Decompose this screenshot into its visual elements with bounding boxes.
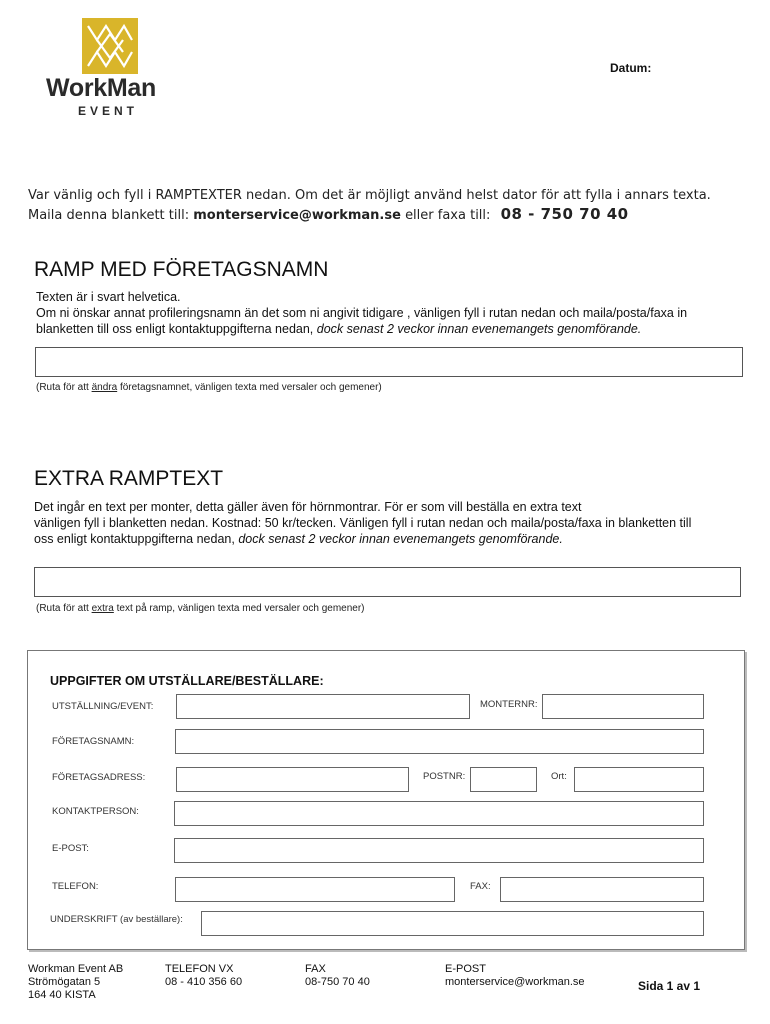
section2-line-3-plain: oss enligt kontaktuppgifterna nedan, bbox=[34, 532, 235, 546]
datum-label: Datum: bbox=[610, 61, 652, 75]
section1-line-3-italic: dock senast 2 veckor innan evenemangets genomförande. bbox=[316, 322, 642, 336]
extra-ramp-text-input[interactable] bbox=[34, 567, 741, 597]
footer-tel-value: 08 - 410 356 60 bbox=[165, 976, 243, 988]
section1-line-1: Texten är i svart helvetica. bbox=[36, 290, 181, 304]
section2-text bbox=[34, 499, 754, 547]
label-contact: KONTAKTPERSON: bbox=[52, 806, 139, 817]
label-monternr: MONTERNR: bbox=[480, 699, 538, 710]
section2-line-2: vänligen fyll i blanketten nedan. Kostnad: 50 kr/tecken. Vänligen fyll i rutan nedan och maila/posta/faxa in blanketten till bbox=[34, 516, 692, 530]
section1-note-underline: ändra bbox=[91, 382, 118, 393]
intro-mid: eller faxa till: bbox=[405, 208, 491, 223]
event-input[interactable] bbox=[176, 694, 470, 719]
section1-note-prefix: (Ruta för att bbox=[36, 382, 89, 393]
intro-email-link[interactable]: monterservice@workman.se bbox=[193, 208, 401, 223]
label-event: UTSTÄLLNING/EVENT: bbox=[52, 701, 154, 712]
section2-note bbox=[36, 603, 365, 614]
company-name-change-input[interactable] bbox=[35, 347, 743, 377]
section1-note bbox=[36, 382, 382, 393]
section2-title: EXTRA RAMPTEXT bbox=[34, 467, 224, 490]
logo-name: WorkMan bbox=[46, 74, 156, 102]
phone-input[interactable] bbox=[175, 877, 455, 902]
footer-street: Strömögatan 5 bbox=[28, 976, 101, 988]
section1-line-2: Om ni önskar annat profileringsnamn än det som ni angivit tidigare , vänligen fyll i rutan nedan och maila/posta/faxa in bbox=[36, 306, 688, 320]
logo-mark-bg bbox=[82, 18, 138, 74]
section2-line-3 bbox=[34, 531, 754, 547]
section1-note-suffix: företagsnamnet, vänligen texta med versaler och gemener) bbox=[119, 382, 382, 393]
monternr-input[interactable] bbox=[542, 694, 704, 719]
fax-input[interactable] bbox=[500, 877, 704, 902]
label-ort: Ort: bbox=[551, 771, 567, 782]
logo-mark-icon bbox=[82, 18, 138, 74]
label-signature: UNDERSKRIFT (av beställare): bbox=[50, 914, 183, 925]
label-postnr: POSTNR: bbox=[423, 771, 466, 782]
logo-sub: EVENT bbox=[78, 104, 139, 118]
section2-note-prefix: (Ruta för att bbox=[36, 603, 89, 614]
label-fax: FAX: bbox=[470, 881, 491, 892]
section1-title: RAMP MED FÖRETAGSNAMN bbox=[34, 258, 329, 281]
section1-line-3 bbox=[36, 321, 756, 337]
section1-text bbox=[36, 289, 756, 337]
footer-city: 164 40 KISTA bbox=[28, 989, 96, 1001]
label-company: FÖRETAGSNAMN: bbox=[52, 736, 135, 747]
footer-email bbox=[445, 963, 585, 989]
logo bbox=[46, 18, 176, 118]
footer-fax-value: 08-750 70 40 bbox=[305, 976, 370, 988]
section2-note-underline: extra bbox=[91, 603, 114, 614]
company-input[interactable] bbox=[175, 729, 704, 754]
section2-line-1: Det ingår en text per monter, detta gäller även för hörnmontrar. För er som vill beställa en extra text bbox=[34, 500, 582, 514]
signature-input[interactable] bbox=[201, 911, 704, 936]
email-input[interactable] bbox=[174, 838, 704, 863]
label-phone: TELEFON: bbox=[52, 881, 99, 892]
page-number: Sida 1 av 1 bbox=[638, 979, 701, 993]
footer-email-label: E-POST bbox=[445, 963, 486, 975]
section2-line-3-italic: dock senast 2 veckor innan evenemangets genomförande. bbox=[238, 532, 563, 546]
ort-input[interactable] bbox=[574, 767, 704, 792]
footer-tel-label: TELEFON VX bbox=[165, 963, 234, 975]
intro-fax-number: 08 - 750 70 40 bbox=[500, 205, 629, 223]
address-input[interactable] bbox=[176, 767, 409, 792]
label-email: E-POST: bbox=[52, 843, 89, 854]
section1-line-3-plain: blanketten till oss enligt kontaktuppgifterna nedan, bbox=[36, 322, 314, 336]
intro-prefix: Maila denna blankett till: bbox=[28, 208, 190, 223]
footer-company: Workman Event AB bbox=[28, 963, 124, 975]
footer-phone bbox=[165, 963, 242, 989]
contact-input[interactable] bbox=[174, 801, 704, 826]
postnr-input[interactable] bbox=[470, 767, 537, 792]
intro-line-1: Var vänlig och fyll i RAMPTEXTER nedan. Om det är möjligt använd helst dator för att fylla i annars texta. bbox=[28, 188, 711, 203]
footer-fax bbox=[305, 963, 370, 989]
intro-line-2 bbox=[28, 205, 629, 223]
footer-email-value[interactable]: monterservice@workman.se bbox=[445, 976, 585, 988]
label-address: FÖRETAGSADRESS: bbox=[52, 772, 146, 783]
section2-note-suffix: text på ramp, vänligen texta med versaler och gemener) bbox=[116, 603, 365, 614]
panel-title: UPPGIFTER OM UTSTÄLLARE/BESTÄLLARE: bbox=[50, 674, 324, 688]
footer-fax-label: FAX bbox=[305, 963, 326, 975]
footer-address bbox=[28, 963, 123, 1002]
